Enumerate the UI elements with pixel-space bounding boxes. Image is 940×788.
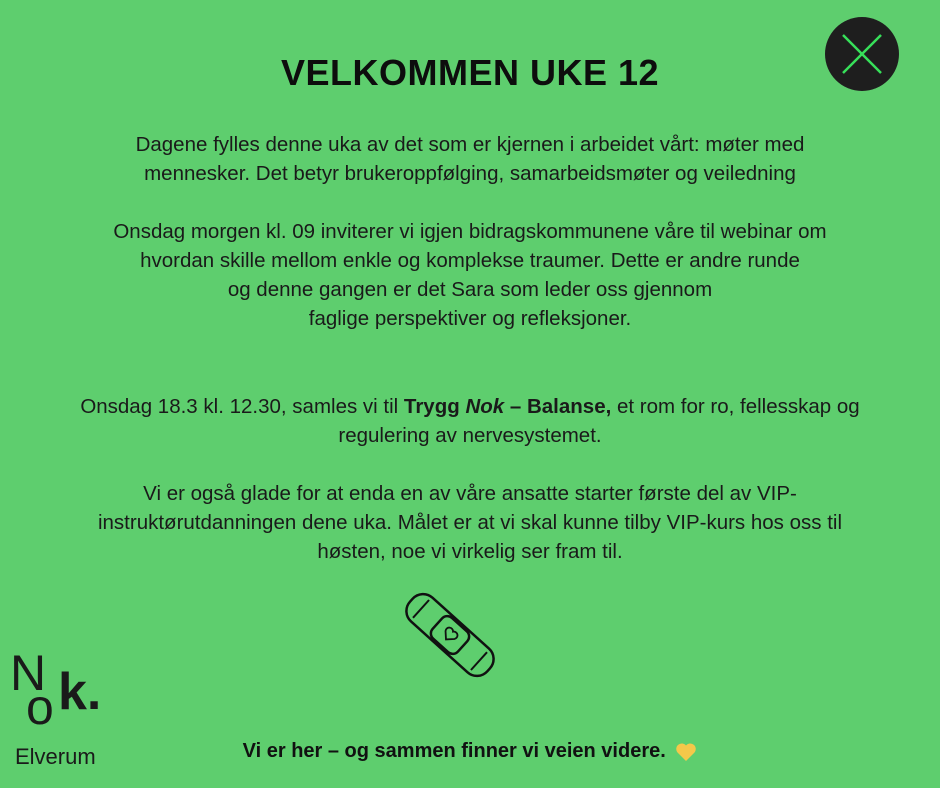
vip-line-2: instruktørutdanningen dene uka. Målet er at vi skal kunne tilby VIP-kurs hos oss til (97, 511, 843, 534)
event-name-part-2: Nok (465, 395, 505, 418)
page-title: VELKOMMEN UKE 12 (280, 52, 660, 93)
logo-letter-n: N (10, 645, 47, 701)
event-name-part-3: – Balanse, (504, 395, 612, 418)
footer-text: Vi er her – og sammen finner vi veien videre. (242, 740, 666, 762)
logo-location: Elverum (15, 744, 96, 769)
event-name-part-1: Trygg (403, 395, 466, 418)
webinar-line-2: hvordan skille mellom enkle og komplekse traumer. Dette er andre runde (140, 249, 800, 272)
vip-line-3: høsten, noe vi virkelig ser fram til. (317, 540, 623, 563)
event-line-1 (0, 392, 940, 421)
webinar-line-1: Onsdag morgen kl. 09 inviterer vi igjen bidragskommunene våre til webinar om (113, 220, 827, 243)
intro-line-1: Dagene fylles denne uka av det som er kjernen i arbeidet vårt: møter med (135, 133, 805, 156)
event-text-post: et rom for ro, fellesskap og (611, 395, 860, 418)
vip-line-1: Vi er også glade for at enda en av våre ansatte starter første del av VIP- (143, 482, 797, 505)
event-text-pre: Onsdag 18.3 kl. 12.30, samles vi til (80, 395, 404, 418)
close-icon (825, 17, 899, 91)
intro-paragraph (0, 130, 940, 188)
footer-message (0, 740, 940, 763)
webinar-line-4: faglige perspektiver og refleksjoner. (308, 307, 632, 330)
intro-line-2: mennesker. Det betyr brukeroppfølging, samarbeidsmøter og veiledning (144, 162, 796, 185)
vip-paragraph (0, 479, 940, 566)
logo-letter-o: o (26, 679, 54, 735)
event-line-2: regulering av nervesystemet. (338, 424, 602, 447)
webinar-paragraph (0, 217, 940, 333)
webinar-line-3: og denne gangen er det Sara som leder oss gjennom (227, 278, 713, 301)
yellow-heart-icon (675, 742, 697, 762)
bandage-icon (395, 585, 505, 685)
close-button[interactable] (825, 17, 899, 91)
event-paragraph (0, 392, 940, 450)
logo-letter-k: k. (58, 663, 102, 721)
nok-logo (10, 645, 120, 735)
